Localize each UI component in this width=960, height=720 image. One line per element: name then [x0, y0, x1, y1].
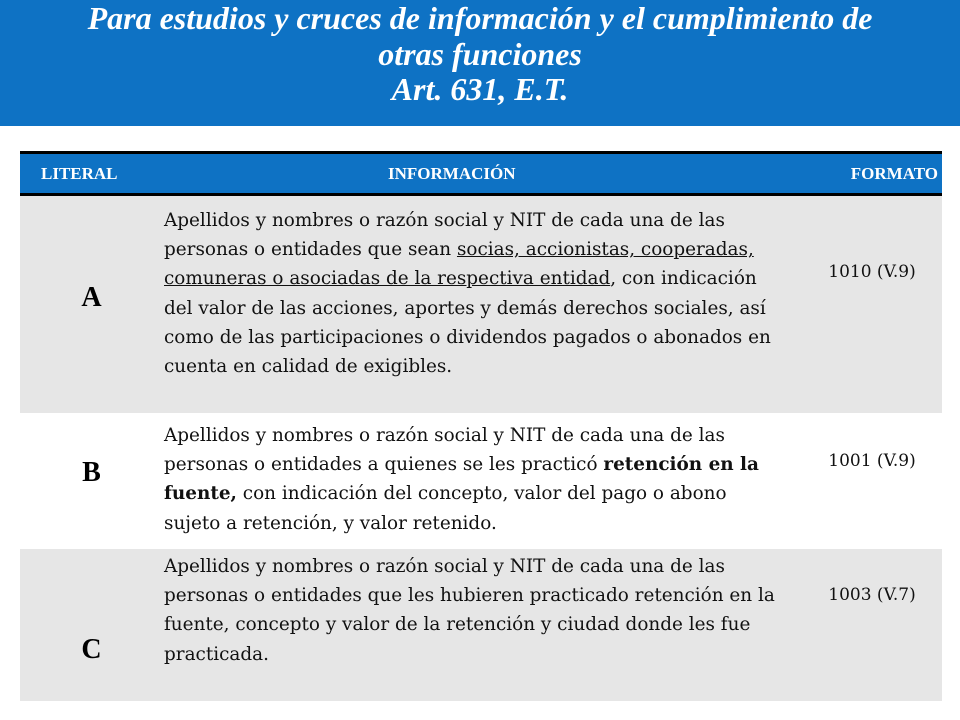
table-row — [20, 196, 942, 413]
row-info — [164, 421, 786, 538]
row-literal: B — [82, 457, 101, 488]
slide-title — [0, 0, 960, 126]
row-info-text: Apellidos y nombres o razón social y NIT de cada una de las personas o entidades a quienes se les practicó — [164, 425, 725, 476]
title-line-3: Art. 631, E.T. — [391, 71, 569, 107]
row-format: 1003 (V.7) — [828, 585, 916, 605]
row-info — [164, 206, 786, 381]
title-line-1: Para estudios y cruces de información y el cumplimiento de — [87, 0, 873, 36]
table-header — [20, 154, 942, 196]
row-info: Apellidos y nombres o razón social y NIT de cada una de las personas o entidades que les hubieren practicado retención en la fuente, concepto y valor de la retención y ciudad donde les fue practicada. — [164, 556, 775, 665]
row-info-underlined: socias, accionistas, cooperadas, comuneras o asociadas de la respectiva entidad — [164, 239, 754, 290]
row-info-bold: retención en la fuente, — [164, 454, 759, 505]
table-row — [20, 549, 942, 701]
title-line-2: otras funciones — [378, 36, 582, 72]
row-info-text-end: con indicación del concepto, valor del pago o abono sujeto a retención, y valor retenido. — [164, 483, 727, 534]
information-table — [20, 151, 942, 701]
column-header-info: INFORMACIÓN — [388, 164, 516, 183]
table-row — [20, 413, 942, 549]
row-format: 1001 (V.9) — [828, 451, 916, 471]
row-info-text: Apellidos y nombres o razón social y NIT de cada una de las personas o entidades que sean — [164, 210, 725, 261]
column-header-literal: LITERAL — [41, 164, 118, 183]
row-literal: C — [81, 634, 102, 665]
row-info-text-end: , con indicación del valor de las acciones, aportes y demás derechos sociales, así como de las participaciones o dividendos pagados o abonados en cuenta en calidad de exigibles. — [164, 268, 771, 378]
row-format: 1010 (V.9) — [828, 262, 916, 282]
column-header-format: FORMATO — [850, 164, 938, 183]
row-literal: A — [81, 282, 102, 313]
